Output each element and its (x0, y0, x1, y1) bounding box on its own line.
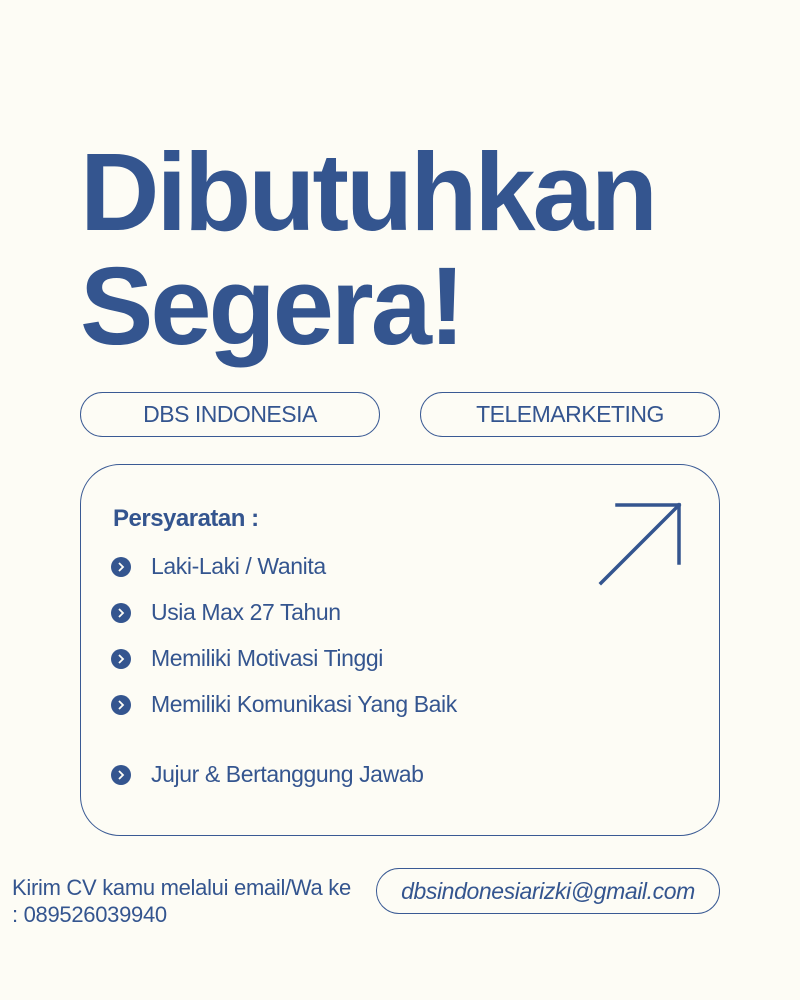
chevron-right-icon (111, 765, 131, 785)
requirements-title: Persyaratan : (113, 505, 259, 532)
requirement-item (111, 691, 457, 718)
arrow-up-right-icon (597, 501, 683, 587)
headline-line-2: Segera! (80, 245, 463, 368)
email-address[interactable]: dbsindonesiarizki@gmail.com (376, 868, 720, 914)
requirement-text: Laki-Laki / Wanita (151, 553, 326, 579)
company-tag: DBS INDONESIA (80, 392, 380, 437)
chevron-right-icon (111, 649, 131, 669)
chevron-right-icon (111, 557, 131, 577)
headline-line-1: Dibutuhkan (80, 131, 655, 254)
contact-note: Kirim CV kamu melalui email/Wa ke : 089526039940 (12, 875, 351, 927)
position-tag: TELEMARKETING (420, 392, 720, 437)
requirements-card (80, 464, 720, 836)
chevron-right-icon (111, 603, 131, 623)
requirement-text: Memiliki Komunikasi Yang Baik (151, 691, 457, 717)
requirement-item (111, 599, 341, 626)
requirement-text: Jujur & Bertanggung Jawab (151, 761, 424, 787)
requirement-text: Usia Max 27 Tahun (151, 599, 341, 625)
requirement-item (111, 645, 383, 672)
requirement-item (111, 553, 326, 580)
requirement-item (111, 761, 424, 788)
chevron-right-icon (111, 695, 131, 715)
requirement-text: Memiliki Motivasi Tinggi (151, 645, 383, 671)
